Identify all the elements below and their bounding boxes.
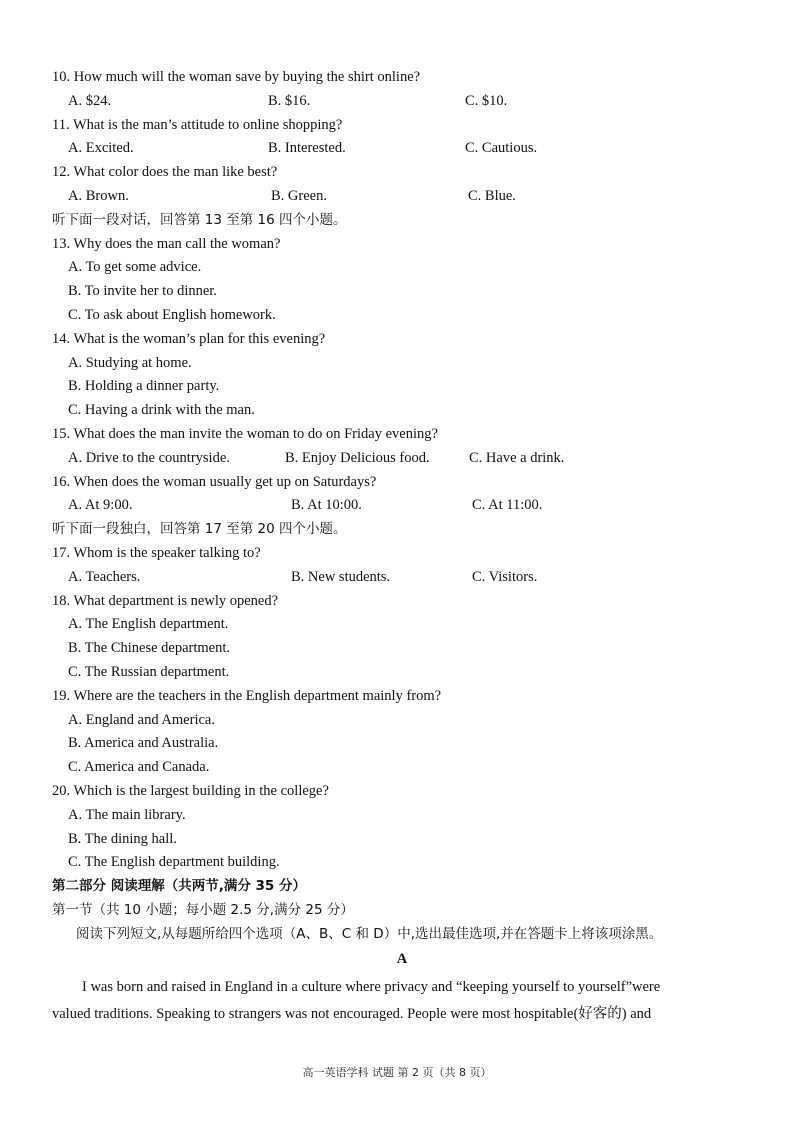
question-13: 13. Why does the man call the woman?: [52, 235, 281, 252]
passage-line-2: valued traditions. Speaking to strangers was not encouraged. People were most hospitable(好客的) and: [52, 1006, 652, 1023]
option-c: C. Visitors.: [472, 568, 538, 585]
option-c: C. Have a drink.: [469, 449, 565, 466]
options-16: [52, 494, 752, 518]
option-a: A. The English department.: [68, 616, 229, 633]
option-c: C. The English department building.: [68, 854, 280, 871]
options-15: [52, 447, 752, 471]
option-b: B. New students.: [291, 568, 391, 585]
part2-title: 第二部分 阅读理解（共两节,满分 35 分）: [52, 878, 307, 895]
options-10: [52, 90, 752, 114]
question-20: 20. Which is the largest building in the college?: [52, 782, 329, 799]
question-11: 11. What is the man’s attitude to online shopping?: [52, 116, 343, 133]
option-b: B. America and Australia.: [68, 735, 219, 752]
page-footer: 高一英语学科 试题 第 2 页（共 8 页）: [302, 1066, 492, 1079]
option-c: C. The Russian department.: [68, 663, 230, 680]
option-c: C. America and Canada.: [68, 759, 210, 776]
option-c: C. Cautious.: [465, 140, 538, 157]
question-16: 16. When does the woman usually get up on Saturdays?: [52, 473, 377, 490]
option-b: B. At 10:00.: [291, 497, 362, 514]
question-17: 17. Whom is the speaker talking to?: [52, 544, 261, 561]
option-b: B. $16.: [268, 92, 311, 109]
options-11: [52, 137, 752, 161]
passage-line-1: I was born and raised in England in a culture where privacy and “keeping yourself to yourself”were: [82, 979, 661, 996]
option-a: A. Teachers.: [68, 568, 141, 585]
option-a: A. Brown.: [68, 187, 129, 204]
option-a: A. Drive to the countryside.: [68, 449, 230, 466]
option-a: A. $24.: [68, 92, 112, 109]
option-a: A. England and America.: [68, 711, 215, 728]
option-c: C. At 11:00.: [472, 497, 543, 514]
passage-label: A: [396, 951, 408, 968]
option-a: A. Studying at home.: [68, 354, 192, 371]
exam-page: [52, 66, 752, 1028]
option-a: A. The main library.: [68, 806, 186, 823]
option-a: A. Excited.: [68, 140, 134, 157]
instruction-17-20: 听下面一段独白，回答第 17 至第 20 四个小题。: [52, 521, 347, 538]
option-a: A. To get some advice.: [68, 259, 202, 276]
question-12: 12. What color does the man like best?: [52, 164, 278, 181]
option-b: B. To invite her to dinner.: [68, 283, 217, 300]
option-b: B. Enjoy Delicious food.: [285, 449, 430, 466]
option-a: A. At 9:00.: [68, 497, 133, 514]
option-b: B. Green.: [271, 187, 327, 204]
option-c: C. Having a drink with the man.: [68, 402, 255, 419]
question-19: 19. Where are the teachers in the English department mainly from?: [52, 687, 442, 704]
question-18: 18. What department is newly opened?: [52, 592, 279, 609]
option-b: B. The Chinese department.: [68, 640, 231, 657]
question-10: 10. How much will the woman save by buying the shirt online?: [52, 69, 421, 85]
question-15: 15. What does the man invite the woman to do on Friday evening?: [52, 425, 438, 442]
section1-instruction: 阅读下列短文,从每题所给四个选项（A、B、C 和 D）中,选出最佳选项,并在答题卡上将该项涂黑。: [76, 925, 663, 942]
option-b: B. Holding a dinner party.: [68, 378, 220, 395]
options-12: [52, 185, 752, 209]
option-c: C. $10.: [465, 92, 508, 109]
option-c: C. Blue.: [468, 187, 516, 204]
options-17: [52, 566, 752, 590]
instruction-13-16: 听下面一段对话，回答第 13 至第 16 四个小题。: [52, 211, 347, 228]
option-c: C. To ask about English homework.: [68, 306, 276, 323]
option-b: B. The dining hall.: [68, 830, 177, 847]
option-b: B. Interested.: [268, 140, 346, 157]
section1-title: 第一节（共 10 小题；每小题 2.5 分,满分 25 分）: [52, 901, 354, 918]
question-14: 14. What is the woman’s plan for this evening?: [52, 330, 326, 347]
